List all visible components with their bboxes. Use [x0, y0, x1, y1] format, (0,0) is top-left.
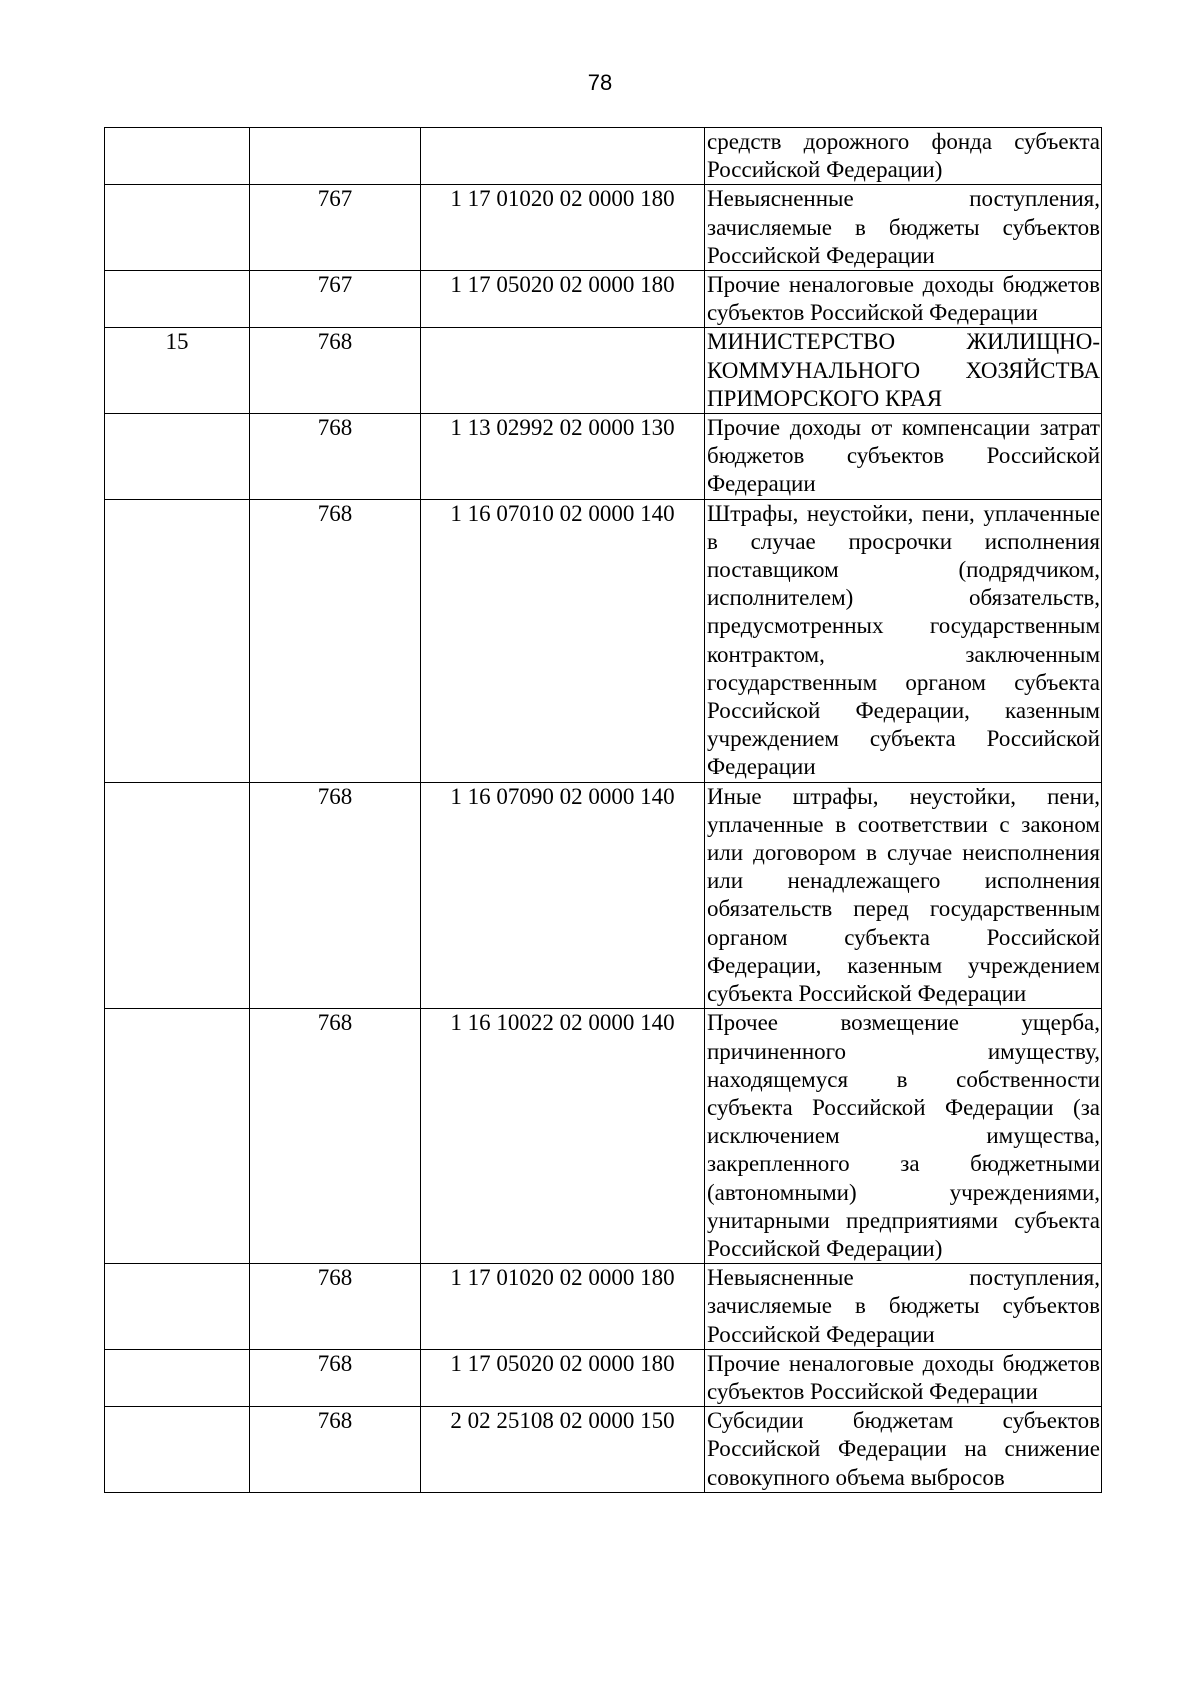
table-row	[105, 128, 1102, 185]
administrator-code-cell: 768	[250, 782, 421, 1009]
budget-classification-code-cell: 1 13 02992 02 0000 130	[421, 414, 705, 500]
table-row	[105, 782, 1102, 1009]
row-number-cell	[105, 782, 250, 1009]
administrator-code-cell	[250, 128, 421, 185]
table-row	[105, 1264, 1102, 1350]
revenue-description-cell: Штрафы, неустойки, пени, уплаченные в случае просрочки исполнения поставщиком (подрядчиком, исполнителем) обязательств, предусмотренных государственным контрактом, заключенным государственным органом субъекта Российской Федерации, казенным учреждением субъекта Российской Федерации	[705, 499, 1102, 782]
administrator-code-cell: 767	[250, 271, 421, 328]
table-row	[105, 1407, 1102, 1493]
revenue-description-cell: Прочее возмещение ущерба, причиненного имуществу, находящемуся в собственности субъекта Российской Федерации (за исключением имущества, закрепленного за бюджетными (автономными) учреждениями, унитарными предприятиями субъекта Российской Федерации)	[705, 1009, 1102, 1264]
budget-classification-code-cell: 1 17 01020 02 0000 180	[421, 1264, 705, 1350]
table-row	[105, 414, 1102, 500]
budget-classification-code-cell: 1 17 01020 02 0000 180	[421, 185, 705, 271]
budget-classification-code-cell: 1 17 05020 02 0000 180	[421, 1349, 705, 1406]
table-row	[105, 328, 1102, 414]
table-row	[105, 185, 1102, 271]
row-number-cell	[105, 499, 250, 782]
budget-classification-code-cell	[421, 128, 705, 185]
administrator-code-cell: 768	[250, 414, 421, 500]
budget-classification-code-cell: 1 16 07010 02 0000 140	[421, 499, 705, 782]
revenue-description-cell: Прочие неналоговые доходы бюджетов субъектов Российской Федерации	[705, 1349, 1102, 1406]
administrator-code-cell: 768	[250, 1264, 421, 1350]
administrator-code-cell: 768	[250, 1407, 421, 1493]
row-number-cell	[105, 1407, 250, 1493]
table-row	[105, 1349, 1102, 1406]
revenue-description-cell: Невыясненные поступления, зачисляемые в бюджеты субъектов Российской Федерации	[705, 1264, 1102, 1350]
row-number-cell	[105, 1009, 250, 1264]
budget-classification-code-cell: 1 16 10022 02 0000 140	[421, 1009, 705, 1264]
row-number-cell	[105, 414, 250, 500]
row-number-cell	[105, 271, 250, 328]
administrator-code-cell: 767	[250, 185, 421, 271]
administrator-code-cell: 768	[250, 1349, 421, 1406]
row-number-cell	[105, 1264, 250, 1350]
table-row	[105, 271, 1102, 328]
revenue-description-cell: средств дорожного фонда субъекта Российской Федерации)	[705, 128, 1102, 185]
row-number-cell	[105, 128, 250, 185]
administrator-code-cell: 768	[250, 499, 421, 782]
administrator-code-cell: 768	[250, 328, 421, 414]
page-number: 78	[587, 70, 613, 95]
administrator-code-cell: 768	[250, 1009, 421, 1264]
revenue-description-cell: Субсидии бюджетам субъектов Российской Федерации на снижение совокупного объема выбросов	[705, 1407, 1102, 1493]
ministry-heading-cell: МИНИСТЕРСТВО ЖИЛИЩНО-КОММУНАЛЬНОГО ХОЗЯЙСТВА ПРИМОРСКОГО КРАЯ	[705, 328, 1102, 414]
revenue-description-cell: Невыясненные поступления, зачисляемые в бюджеты субъектов Российской Федерации	[705, 185, 1102, 271]
budget-classification-code-cell: 1 17 05020 02 0000 180	[421, 271, 705, 328]
row-number-cell	[105, 185, 250, 271]
budget-classification-code-cell: 1 16 07090 02 0000 140	[421, 782, 705, 1009]
revenue-description-cell: Прочие доходы от компенсации затрат бюджетов субъектов Российской Федерации	[705, 414, 1102, 500]
table-row	[105, 499, 1102, 782]
revenue-description-cell: Прочие неналоговые доходы бюджетов субъектов Российской Федерации	[705, 271, 1102, 328]
budget-classification-code-cell	[421, 328, 705, 414]
row-number-cell: 15	[105, 328, 250, 414]
budget-classification-code-cell: 2 02 25108 02 0000 150	[421, 1407, 705, 1493]
row-number-cell	[105, 1349, 250, 1406]
table-row	[105, 1009, 1102, 1264]
revenue-description-cell: Иные штрафы, неустойки, пени, уплаченные в соответствии с законом или договором в случае неисполнения или ненадлежащего исполнения обязательств перед государственным органом субъекта Российской Федерации, казенным учреждением субъекта Российской Федерации	[705, 782, 1102, 1009]
revenue-classification-table	[104, 127, 1102, 1493]
